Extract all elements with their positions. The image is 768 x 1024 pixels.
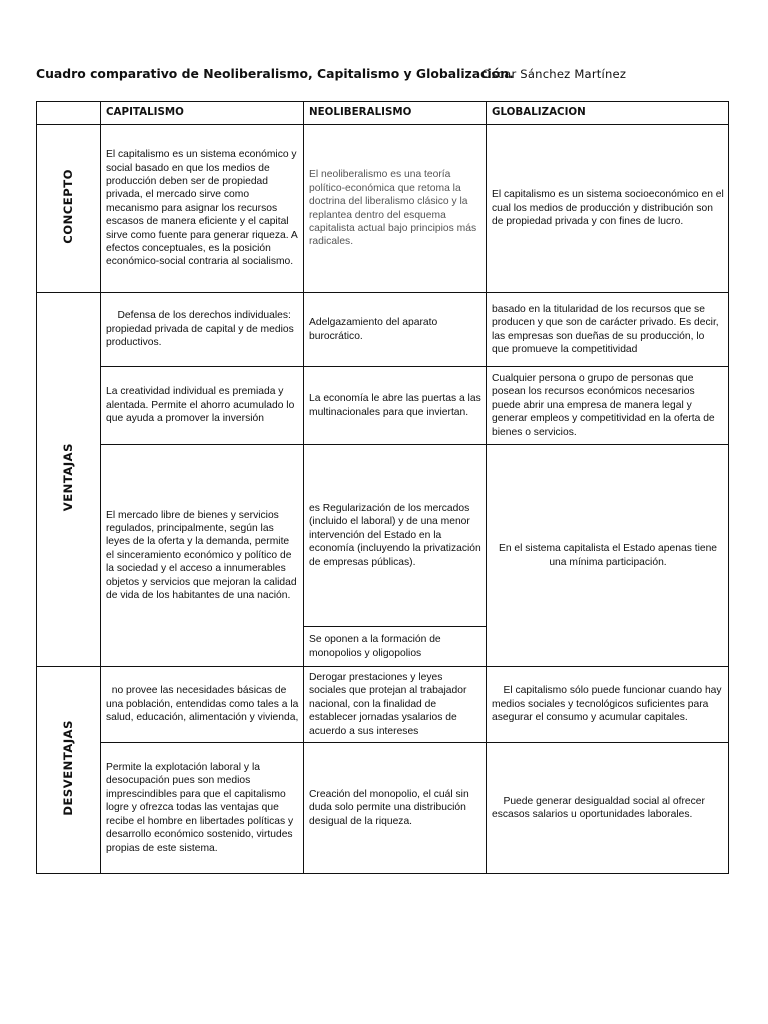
- cell-neoliberalismo: Derogar prestaciones y leyes sociales que protejan al trabajador nacional, con la finalidad de establecer jornadas ysalarios de acuerdo a sus intereses: [304, 667, 487, 743]
- header-neoliberalismo: NEOLIBERALISMO: [304, 102, 487, 125]
- cell-capitalismo: El capitalismo es un sistema económico y social basado en que los medios de producción deben ser de propiedad privada, el mercado sirve como mecanismo para asignar los recursos escasos de manera eficiente y el capital sirve como fuente para generar riqueza. A efectos conceptuales, es la posición económico-social contraria al socialismo.: [101, 125, 304, 293]
- section-label: CONCEPTO: [61, 168, 76, 244]
- table-row-desventajas-2: [37, 743, 729, 874]
- row-label-concepto: [37, 125, 101, 293]
- table-row-desventajas-1: [37, 667, 729, 743]
- cell-globalizacion: Cualquier persona o grupo de personas que posean los recursos económicos necesarios puede abrir una empresa de manera legal y generar empleos y competitividad en la oferta de bienes o servicios.: [487, 367, 729, 445]
- document-title: Cuadro comparativo de Neoliberalismo, Capitalismo y Globalización.: [36, 66, 514, 81]
- header-globalizacion: GLOBALIZACION: [487, 102, 729, 125]
- table-row-ventajas-2: [37, 367, 729, 445]
- document-author: Oscar Sánchez Martínez: [482, 67, 627, 81]
- section-label: VENTAJAS: [61, 443, 76, 512]
- table-row-concepto: [37, 125, 729, 293]
- cell-globalizacion: El capitalismo sólo puede funcionar cuando hay medios sociales y tecnológicos suficientes para asegurar el consumo y acumular capitales.: [487, 667, 729, 743]
- section-label: DESVENTAJAS: [61, 719, 76, 816]
- row-label-desventajas: [37, 667, 101, 874]
- cell-capitalismo: no provee las necesidades básicas de una población, entendidas como tales a la salud, educación, alimentación y vivienda,: [101, 667, 304, 743]
- cell-globalizacion: El capitalismo es un sistema socioeconómico en el cual los medios de producción y distribución son de propiedad privada y con fines de lucro.: [487, 125, 729, 293]
- document-heading: [36, 66, 736, 86]
- cell-globalizacion: Puede generar desigualdad social al ofrecer escasos salarios u oportunidades laborales.: [487, 743, 729, 874]
- cell-capitalismo: Permite la explotación laboral y la desocupación pues son medios imprescindibles para que el capitalismo logre y ofrezca todas las ventajas que recibe el hombre en libertades políticas y desarrollo económico sostenido, virtudes propias de este sistema.: [101, 743, 304, 874]
- row-label-ventajas: [37, 293, 101, 667]
- cell-neoliberalismo: La economía le abre las puertas a las multinacionales para que inviertan.: [304, 367, 487, 445]
- header-corner: [37, 102, 101, 125]
- cell-neoliberalismo-extra: Se oponen a la formación de monopolios y oligopolios: [304, 627, 487, 667]
- table-row-ventajas-1: [37, 293, 729, 367]
- table-row-ventajas-3: [37, 445, 729, 627]
- header-capitalismo: CAPITALISMO: [101, 102, 304, 125]
- cell-capitalismo: El mercado libre de bienes y servicios regulados, principalmente, según las leyes de la oferta y la demanda, permite el sinceramiento económico y político de la sociedad y el acceso a innumerables objetos y servicios que mejoran la calidad de vida de los habitantes de una nación.: [101, 445, 304, 667]
- cell-capitalismo: La creatividad individual es premiada y alentada. Permite el ahorro acumulado lo que ayuda a promover la inversión: [101, 367, 304, 445]
- comparison-table: [36, 101, 729, 874]
- cell-globalizacion: basado en la titularidad de los recursos que se producen y que son de carácter privado. Es decir, las empresas son dueñas de su producción, lo que promueve la competitividad: [487, 293, 729, 367]
- cell-neoliberalismo: Creación del monopolio, el cuál sin duda solo permite una distribución desigual de la riqueza.: [304, 743, 487, 874]
- cell-globalizacion: En el sistema capitalista el Estado apenas tiene una mínima participación.: [487, 445, 729, 667]
- cell-neoliberalismo: El neoliberalismo es una teoría político-económica que retoma la doctrina del liberalismo clásico y la replantea dentro del esquema capitalista actual bajo principios más radicales.: [304, 125, 487, 293]
- header-row: [37, 102, 729, 125]
- cell-neoliberalismo: Adelgazamiento del aparato burocrático.: [304, 293, 487, 367]
- cell-neoliberalismo: es Regularización de los mercados (incluido el laboral) y de una menor intervención del Estado en la economía (incluyendo la privatización de empresas públicas).: [304, 445, 487, 627]
- cell-capitalismo: Defensa de los derechos individuales: propiedad privada de capital y de medios productivos.: [101, 293, 304, 367]
